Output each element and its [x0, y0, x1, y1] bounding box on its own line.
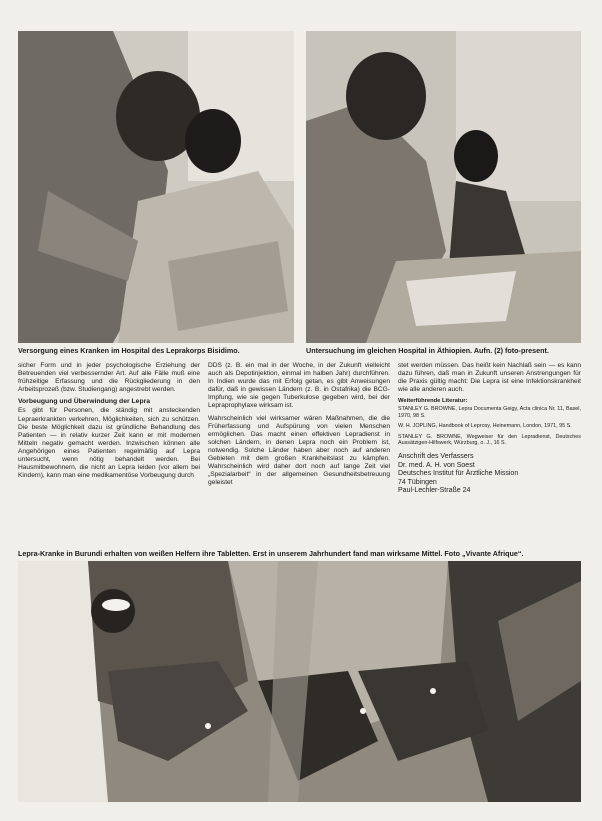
- address-line: Paul-Lechler-Straße 24: [398, 487, 471, 495]
- literature-item: STANLEY G. BROWNE, Lepra Documenta Geigy, Acta clinica Nr. 11, Basel, 1970, 98 S.: [398, 405, 581, 419]
- photo-examination: [306, 31, 581, 343]
- text-column-3: [398, 362, 581, 496]
- caption-top-left: Versorgung eines Kranken im Hospital des Leprakorps Bisidimo.: [18, 346, 240, 355]
- address-line: Dr. med. A. H. von Soest: [398, 461, 475, 469]
- paragraph: sicher Form und in jeder psychologische Erziehung der Betreuenden viel verbessernder Art. Auf alle Fälle muß eine frühzeitige Erfassung und die Rückgliederung in den Arbeitsprozeß (bzw. Studiengang) angestrebt werden.: [18, 362, 200, 394]
- caption-top-right: Untersuchung im gleichen Hospital in Äthiopien. Aufn. (2) foto-present.: [306, 346, 549, 355]
- text-column-1: [18, 362, 200, 484]
- photo-patient-care: [18, 31, 294, 343]
- paragraph: DDS (z. B. ein mal in der Woche, in der Zukunft vielleicht auch als Depotinjektion, einmal im halben Jahr) durchführen. In Indien wurde das mit Erfolg getan, es gibt Anweisungen dafür, daß in gewissen Ländern (z. B. in Ostafrika) die BCG-Impfung, wie sie gegen Tuberkulose gegeben wird, bei der Lepraprophylaxe wirksam ist.: [208, 362, 390, 410]
- paragraph: stet werden müssen. Das heißt kein Nachlaß sein — es kann dazu führen, daß man in Zukunft unseren Anstrengungen für die Praxis gültig macht: Die Lepra ist eine Infektionskrankheit wie alle anderen auch.: [398, 362, 581, 394]
- author-address: [398, 453, 581, 496]
- paragraph: Es gibt für Personen, die ständig mit ansteckenden Lepraerkrankten verkehren, Möglichkeiten, sich zu schützen. Die beste Möglichkeit dazu ist gründliche Behandlung des Patienten — in relativ kurzer Zeit kann er mit modernen Mitteln negativ gemacht werden. Inzwischen können alle Angehörigen eines Patienten regelmäßig auf Lepra untersucht, wenn nötig behandelt werden. Bei Hausmitbewohnern, die nicht an Lepra leiden (vor allem bei Kindern), kann man eine medikamentöse Vorbeugung durch: [18, 407, 200, 480]
- literature-heading: Weiterführende Literatur:: [398, 398, 468, 405]
- address-line: 74 Tübingen: [398, 478, 437, 486]
- literature-item: W. H. JOPLING, Handbook of Leprosy, Heinemann, London, 1971, 95 S.: [398, 423, 572, 430]
- section-heading: Vorbeugung und Überwindung der Lepra: [18, 398, 151, 406]
- text-column-2: [208, 362, 390, 491]
- caption-bottom: Lepra-Kranke in Burundi erhalten von weißen Helfern ihre Tabletten. Erst in unserem Jahrhundert fand man wirksame Mittel. Foto „Vivante Afrique“.: [18, 549, 524, 558]
- address-line: Deutsches Institut für Ärztliche Mission: [398, 470, 519, 478]
- paragraph: Wahrscheinlich viel wirksamer wären Maßnahmen, die die Früherfassung und Aufspürung von vielen Menschen ermöglichen. Das macht einen effektiven Lepradienst in solchen Ländern, in denen Lepra noch ein Problem ist, notwendig. Solche Länder haben aber noch auf anderen Gebieten mit dem großen Krankheitslast zu kämpfen. Wahrscheinlich wird daher dort noch auf lange Zeit viel „Spezialarbeit“ in der allgemeinen Gesundheitsbetreuung geleistet: [208, 414, 390, 487]
- literature-item: STANLEY G. BROWNE, Wegweiser für den Lepradienst, Deutsches Aussätzigen-Hilfswerk, Würzburg, o. J., 16 S.: [398, 433, 581, 447]
- literature-list: [398, 398, 581, 447]
- address-heading: Anschrift des Verfassers: [398, 452, 474, 460]
- photo-tablet-distribution: [18, 561, 581, 802]
